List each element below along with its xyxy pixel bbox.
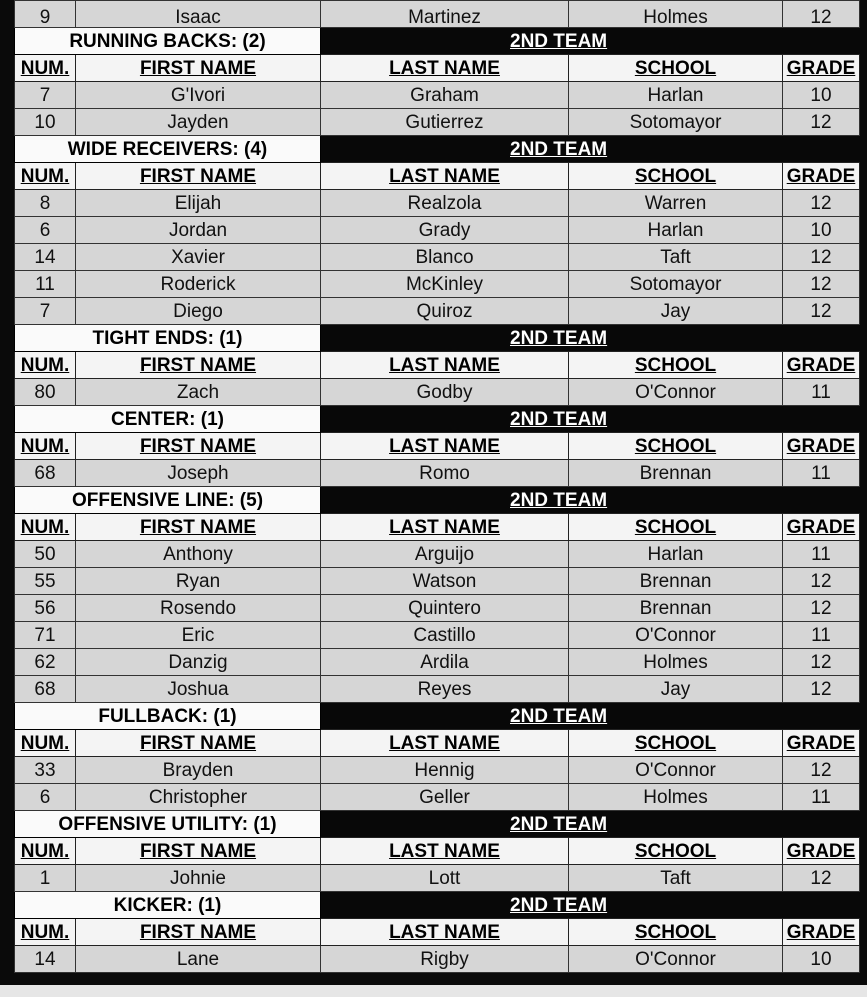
col-header-first-name: FIRST NAME xyxy=(76,163,321,190)
cell-num: 6 xyxy=(15,784,76,811)
cell-grade: 12 xyxy=(783,244,860,271)
cell-grade: 12 xyxy=(783,676,860,703)
cell-last-name: Watson xyxy=(321,568,569,595)
cell-num: 80 xyxy=(15,379,76,406)
cell-num: 10 xyxy=(15,109,76,136)
column-header-row xyxy=(15,352,860,379)
cell-school: Harlan xyxy=(569,541,783,568)
table-row xyxy=(15,595,860,622)
table-row xyxy=(15,271,860,298)
cell-school: Jay xyxy=(569,298,783,325)
cell-school: O'Connor xyxy=(569,622,783,649)
cell-grade: 11 xyxy=(783,541,860,568)
cell-last-name: Quintero xyxy=(321,595,569,622)
cell-school: O'Connor xyxy=(569,379,783,406)
position-label: KICKER: (1) xyxy=(15,892,321,919)
col-header-grade: GRADE xyxy=(783,352,860,379)
table-row xyxy=(15,757,860,784)
position-label: FULLBACK: (1) xyxy=(15,703,321,730)
column-header-row xyxy=(15,55,860,82)
cell-school: Harlan xyxy=(569,82,783,109)
column-header-row xyxy=(15,838,860,865)
col-header-first-name: FIRST NAME xyxy=(76,433,321,460)
cell-first-name: Xavier xyxy=(76,244,321,271)
section-header xyxy=(15,703,860,730)
cell-school: Taft xyxy=(569,244,783,271)
table-row xyxy=(15,784,860,811)
col-header-last-name: LAST NAME xyxy=(321,55,569,82)
cell-school: Taft xyxy=(569,865,783,892)
cell-num: 14 xyxy=(15,946,76,973)
team-label: 2ND TEAM xyxy=(321,28,860,55)
col-header-school: SCHOOL xyxy=(569,514,783,541)
cell-school: O'Connor xyxy=(569,946,783,973)
cell-grade: 12 xyxy=(783,109,860,136)
cell-num: 8 xyxy=(15,190,76,217)
table-row xyxy=(15,190,860,217)
cell-num: 1 xyxy=(15,865,76,892)
cell-grade: 10 xyxy=(783,82,860,109)
col-header-first-name: FIRST NAME xyxy=(76,55,321,82)
cell-first-name: Eric xyxy=(76,622,321,649)
table-row xyxy=(15,1,860,28)
col-header-school: SCHOOL xyxy=(569,352,783,379)
cell-last-name: Geller xyxy=(321,784,569,811)
cell-num: 7 xyxy=(15,82,76,109)
column-header-row xyxy=(15,514,860,541)
column-header-row xyxy=(15,730,860,757)
cell-num: 11 xyxy=(15,271,76,298)
cell-last-name: Castillo xyxy=(321,622,569,649)
cell-num: 33 xyxy=(15,757,76,784)
section-header xyxy=(15,136,860,163)
col-header-grade: GRADE xyxy=(783,838,860,865)
section-header xyxy=(15,28,860,55)
cell-grade: 12 xyxy=(783,190,860,217)
cell-first-name: Joseph xyxy=(76,460,321,487)
cell-last-name: Martinez xyxy=(321,1,569,28)
col-header-last-name: LAST NAME xyxy=(321,514,569,541)
cell-first-name: Roderick xyxy=(76,271,321,298)
cell-first-name: Ryan xyxy=(76,568,321,595)
col-header-first-name: FIRST NAME xyxy=(76,514,321,541)
table-row xyxy=(15,676,860,703)
col-header-first-name: FIRST NAME xyxy=(76,838,321,865)
col-header-school: SCHOOL xyxy=(569,730,783,757)
cell-first-name: Anthony xyxy=(76,541,321,568)
cell-num: 7 xyxy=(15,298,76,325)
cell-num: 68 xyxy=(15,460,76,487)
col-header-last-name: LAST NAME xyxy=(321,163,569,190)
table-row xyxy=(15,541,860,568)
cell-grade: 10 xyxy=(783,217,860,244)
cell-school: Brennan xyxy=(569,568,783,595)
cell-last-name: Gutierrez xyxy=(321,109,569,136)
cell-grade: 11 xyxy=(783,784,860,811)
cell-school: Sotomayor xyxy=(569,109,783,136)
position-label: WIDE RECEIVERS: (4) xyxy=(15,136,321,163)
cell-last-name: Graham xyxy=(321,82,569,109)
cell-first-name: Jayden xyxy=(76,109,321,136)
cell-school: Brennan xyxy=(569,460,783,487)
table-row xyxy=(15,82,860,109)
cell-last-name: Grady xyxy=(321,217,569,244)
cell-first-name: Zach xyxy=(76,379,321,406)
cell-first-name: Lane xyxy=(76,946,321,973)
col-header-num: NUM. xyxy=(15,730,76,757)
table-row xyxy=(15,217,860,244)
col-header-last-name: LAST NAME xyxy=(321,919,569,946)
cell-first-name: Christopher xyxy=(76,784,321,811)
cell-grade: 11 xyxy=(783,379,860,406)
cell-num: 9 xyxy=(15,1,76,28)
table-row xyxy=(15,379,860,406)
column-header-row xyxy=(15,433,860,460)
cell-school: O'Connor xyxy=(569,757,783,784)
col-header-school: SCHOOL xyxy=(569,433,783,460)
col-header-num: NUM. xyxy=(15,433,76,460)
col-header-last-name: LAST NAME xyxy=(321,838,569,865)
cell-num: 55 xyxy=(15,568,76,595)
cell-first-name: Isaac xyxy=(76,1,321,28)
cell-last-name: Arguijo xyxy=(321,541,569,568)
cell-grade: 12 xyxy=(783,271,860,298)
cell-last-name: McKinley xyxy=(321,271,569,298)
col-header-grade: GRADE xyxy=(783,919,860,946)
table-row xyxy=(15,460,860,487)
cell-grade: 12 xyxy=(783,595,860,622)
cell-school: Warren xyxy=(569,190,783,217)
cell-num: 68 xyxy=(15,676,76,703)
table-row xyxy=(15,298,860,325)
cell-grade: 12 xyxy=(783,1,860,28)
col-header-num: NUM. xyxy=(15,163,76,190)
cell-last-name: Quiroz xyxy=(321,298,569,325)
cell-num: 50 xyxy=(15,541,76,568)
team-label: 2ND TEAM xyxy=(321,325,860,352)
cell-grade: 12 xyxy=(783,757,860,784)
team-label: 2ND TEAM xyxy=(321,811,860,838)
col-header-num: NUM. xyxy=(15,514,76,541)
table-row xyxy=(15,649,860,676)
position-label: TIGHT ENDS: (1) xyxy=(15,325,321,352)
col-header-grade: GRADE xyxy=(783,730,860,757)
section-header xyxy=(15,892,860,919)
cell-num: 71 xyxy=(15,622,76,649)
table-row xyxy=(15,946,860,973)
col-header-grade: GRADE xyxy=(783,163,860,190)
col-header-school: SCHOOL xyxy=(569,919,783,946)
column-header-row xyxy=(15,919,860,946)
cell-grade: 12 xyxy=(783,298,860,325)
team-label: 2ND TEAM xyxy=(321,136,860,163)
table-row xyxy=(15,568,860,595)
cell-school: Jay xyxy=(569,676,783,703)
col-header-num: NUM. xyxy=(15,919,76,946)
cell-first-name: Joshua xyxy=(76,676,321,703)
cell-first-name: Johnie xyxy=(76,865,321,892)
position-label: CENTER: (1) xyxy=(15,406,321,433)
cell-first-name: Danzig xyxy=(76,649,321,676)
col-header-last-name: LAST NAME xyxy=(321,433,569,460)
col-header-school: SCHOOL xyxy=(569,55,783,82)
cell-last-name: Reyes xyxy=(321,676,569,703)
cell-last-name: Blanco xyxy=(321,244,569,271)
column-header-row xyxy=(15,163,860,190)
section-header xyxy=(15,811,860,838)
cell-num: 6 xyxy=(15,217,76,244)
section-header xyxy=(15,325,860,352)
cell-school: Holmes xyxy=(569,784,783,811)
team-label: 2ND TEAM xyxy=(321,892,860,919)
cell-school: Sotomayor xyxy=(569,271,783,298)
page-footer-strip xyxy=(0,985,867,997)
team-label: 2ND TEAM xyxy=(321,406,860,433)
position-label: OFFENSIVE UTILITY: (1) xyxy=(15,811,321,838)
team-label: 2ND TEAM xyxy=(321,487,860,514)
col-header-grade: GRADE xyxy=(783,514,860,541)
table-row xyxy=(15,865,860,892)
table-row xyxy=(15,244,860,271)
col-header-first-name: FIRST NAME xyxy=(76,352,321,379)
cell-school: Harlan xyxy=(569,217,783,244)
col-header-grade: GRADE xyxy=(783,433,860,460)
cell-last-name: Rigby xyxy=(321,946,569,973)
cell-school: Holmes xyxy=(569,1,783,28)
roster-table xyxy=(14,0,860,973)
col-header-num: NUM. xyxy=(15,838,76,865)
section-header xyxy=(15,406,860,433)
cell-num: 62 xyxy=(15,649,76,676)
cell-last-name: Ardila xyxy=(321,649,569,676)
cell-school: Holmes xyxy=(569,649,783,676)
roster-sheet xyxy=(14,0,859,973)
cell-grade: 12 xyxy=(783,568,860,595)
cell-last-name: Godby xyxy=(321,379,569,406)
cell-first-name: Brayden xyxy=(76,757,321,784)
cell-school: Brennan xyxy=(569,595,783,622)
table-row xyxy=(15,109,860,136)
cell-grade: 11 xyxy=(783,460,860,487)
col-header-num: NUM. xyxy=(15,352,76,379)
team-label: 2ND TEAM xyxy=(321,703,860,730)
col-header-num: NUM. xyxy=(15,55,76,82)
col-header-school: SCHOOL xyxy=(569,838,783,865)
col-header-school: SCHOOL xyxy=(569,163,783,190)
cell-first-name: Diego xyxy=(76,298,321,325)
section-header xyxy=(15,487,860,514)
cell-first-name: Elijah xyxy=(76,190,321,217)
position-label: OFFENSIVE LINE: (5) xyxy=(15,487,321,514)
position-label: RUNNING BACKS: (2) xyxy=(15,28,321,55)
cell-num: 14 xyxy=(15,244,76,271)
col-header-grade: GRADE xyxy=(783,55,860,82)
col-header-first-name: FIRST NAME xyxy=(76,919,321,946)
cell-grade: 10 xyxy=(783,946,860,973)
cell-grade: 11 xyxy=(783,622,860,649)
cell-first-name: Jordan xyxy=(76,217,321,244)
col-header-last-name: LAST NAME xyxy=(321,352,569,379)
cell-first-name: G'Ivori xyxy=(76,82,321,109)
col-header-last-name: LAST NAME xyxy=(321,730,569,757)
cell-grade: 12 xyxy=(783,865,860,892)
cell-last-name: Lott xyxy=(321,865,569,892)
cell-grade: 12 xyxy=(783,649,860,676)
cell-num: 56 xyxy=(15,595,76,622)
cell-last-name: Romo xyxy=(321,460,569,487)
cell-last-name: Hennig xyxy=(321,757,569,784)
cell-first-name: Rosendo xyxy=(76,595,321,622)
cell-last-name: Realzola xyxy=(321,190,569,217)
col-header-first-name: FIRST NAME xyxy=(76,730,321,757)
table-row xyxy=(15,622,860,649)
